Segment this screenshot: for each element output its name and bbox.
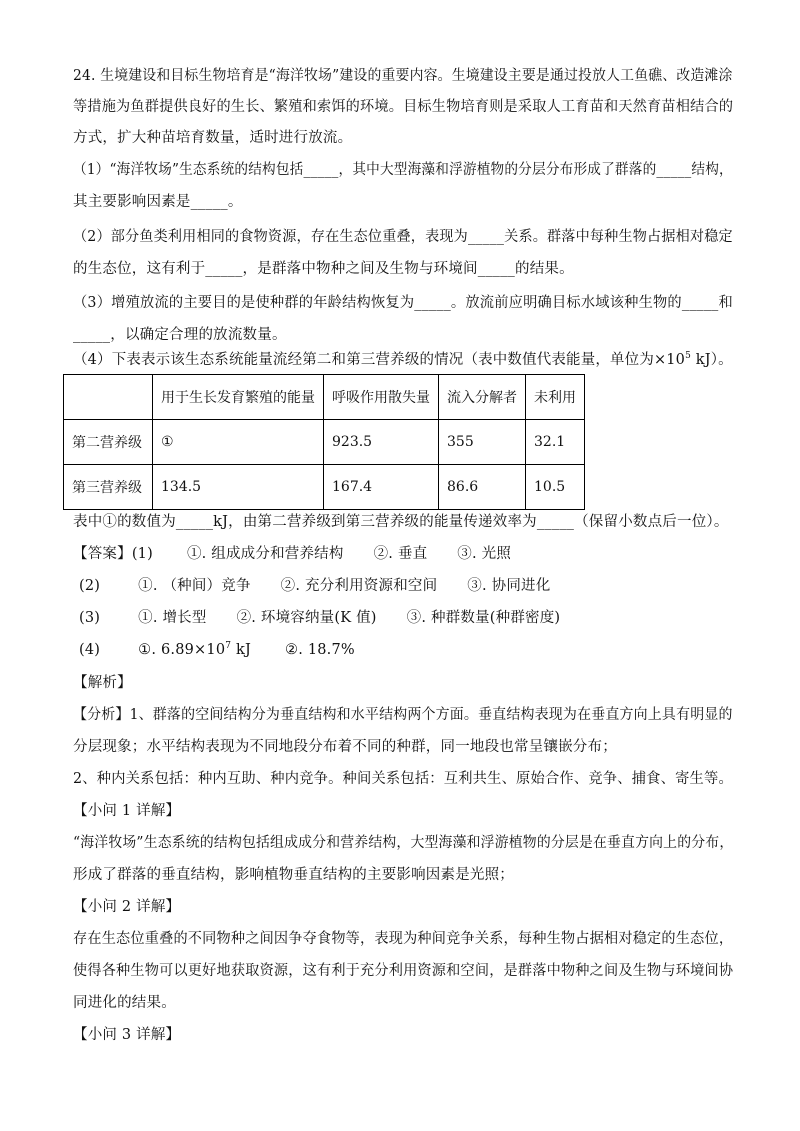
exponent: 7: [225, 641, 232, 651]
answer-item: ②. 18.7%: [285, 642, 355, 658]
question-line-2: 等措施为鱼群提供良好的生长、繁殖和索饵的环境。目标生物培育则是采取人工育苗和天然育苗相结合的: [73, 99, 734, 115]
answer-item: ②. 垂直: [373, 546, 428, 562]
answer-line-1: [73, 544, 733, 564]
section-1-line-2: 形成了群落的垂直结构，影响植物垂直结构的主要影响因素是光照；: [73, 867, 514, 883]
table-header-cell: [64, 375, 153, 420]
subquestion-3-line-2: _____，以确定合理的放流数量。: [73, 327, 287, 343]
answer-unit: kJ: [231, 642, 251, 658]
answer-number: (4): [79, 642, 101, 658]
subquestion-2-line-2: 的生态位，这有利于_____，是群落中物种之间及生物与环境间_____的结果。: [73, 261, 574, 277]
answer-item: ③. 光照: [457, 546, 512, 562]
section-2-line-1: 存在生态位重叠的不同物种之间因争夺食物等，表现为种间竞争关系，每种生物占据相对稳定的生态位，: [73, 931, 734, 947]
analysis-line-2: 分层现象；水平结构表现为不同地段分布着不同的种群，同一地段也常呈镶嵌分布；: [73, 739, 617, 755]
section-1-line-1: “海洋牧场”生态系统的结构包括组成成分和营养结构，大型海藻和浮游植物的分层是在垂直方向上的分布，: [73, 835, 734, 851]
section-3-title: 【小问 3 详解】: [73, 1027, 181, 1043]
table-row: [64, 465, 585, 510]
answer-item: ②. 充分利用资源和空间: [280, 578, 438, 594]
answer-number: (3): [79, 610, 101, 626]
table-cell: 第二营养级: [64, 420, 153, 465]
exponent: 5: [685, 351, 691, 361]
subquestion-1-line-2: 其主要影响因素是_____。: [73, 194, 243, 210]
answer-label: 【答案】: [73, 546, 132, 562]
subquestion-1-line-1: （1）“海洋牧场”生态系统的结构包括_____，其中大型海藻和浮游植物的分层分布形成了群落的_____结构，: [73, 162, 733, 178]
subquestion-4-unit: kJ）。: [690, 352, 733, 368]
subquestion-2-line-1: （2）部分鱼类利用相同的食物资源，存在生态位重叠，表现为_____关系。群落中每种生物占据相对稳定: [73, 229, 733, 245]
analysis-line-1: 【分析】1、群落的空间结构分为垂直结构和水平结构两个方面。垂直结构表现为在垂直方向上具有明显的: [73, 707, 733, 723]
subquestion-4-tail: 表中①的数值为_____kJ，由第二营养级到第三营养级的能量传递效率为_____（保留小数点后一位）。: [73, 514, 729, 530]
table-cell: 10.5: [526, 465, 585, 510]
answer-item: ③. 协同进化: [467, 578, 551, 594]
answer-number: (1): [131, 546, 153, 562]
question-line-1: 24. 生境建设和目标生物培育是“海洋牧场”建设的重要内容。生境建设主要是通过投放人工鱼礁、改造滩涂: [73, 68, 733, 84]
analysis-line-3: 2、种内关系包括：种内互助、种内竞争。种间关系包括：互利共生、原始合作、竞争、捕食、寄生等。: [73, 771, 733, 787]
table-cell: 134.5: [153, 465, 324, 510]
table-header-cell: 未利用: [526, 375, 585, 420]
answer-line-3: [73, 608, 733, 628]
section-2-title: 【小问 2 详解】: [73, 899, 181, 915]
table-cell: 86.6: [439, 465, 526, 510]
table-cell: 923.5: [324, 420, 439, 465]
table-header-row: [64, 375, 585, 420]
section-1-title: 【小问 1 详解】: [73, 803, 181, 819]
table-header-cell: 呼吸作用散失量: [324, 375, 439, 420]
answer-item: ③. 种群数量(种群密度): [406, 610, 561, 626]
subquestion-4-text: （4）下表表示该生态系统能量流经第二和第三营养级的情况（表中数值代表能量，单位为×10: [73, 352, 686, 368]
analysis-label: 【解析】: [73, 675, 132, 691]
energy-table: [63, 374, 585, 510]
table-cell: 第三营养级: [64, 465, 153, 510]
subquestion-4-line: [73, 350, 731, 370]
answer-number: (2): [79, 578, 101, 594]
section-2-line-2: 使得各种生物可以更好地获取资源，这有利于充分利用资源和空间，是群落中物种之间及生物与环境间协: [73, 963, 734, 979]
question-line-3: 方式，扩大种苗培育数量，适时进行放流。: [73, 130, 353, 146]
answer-item: ①. 组成成分和营养结构: [186, 546, 344, 562]
answer-item: ①. 增长型: [138, 610, 207, 626]
answer-line-4: [73, 640, 733, 660]
table-cell: 32.1: [526, 420, 585, 465]
answer-item: ①. 6.89×10: [138, 642, 226, 658]
table-cell: ①: [153, 420, 324, 465]
table-cell: 355: [439, 420, 526, 465]
subquestion-3-line-1: （3）增殖放流的主要目的是使种群的年龄结构恢复为_____。放流前应明确目标水域该种生物的_____和: [73, 295, 733, 311]
table-header-cell: 用于生长发育繁殖的能量: [153, 375, 324, 420]
answer-line-2: [73, 576, 733, 596]
table-row: [64, 420, 585, 465]
table-header-cell: 流入分解者: [439, 375, 526, 420]
answer-item: ②. 环境容纳量(K 值): [236, 610, 377, 626]
section-2-line-3: 同进化的结果。: [73, 995, 176, 1011]
table-cell: 167.4: [324, 465, 439, 510]
answer-item: ①. （种间）竞争: [138, 578, 251, 594]
